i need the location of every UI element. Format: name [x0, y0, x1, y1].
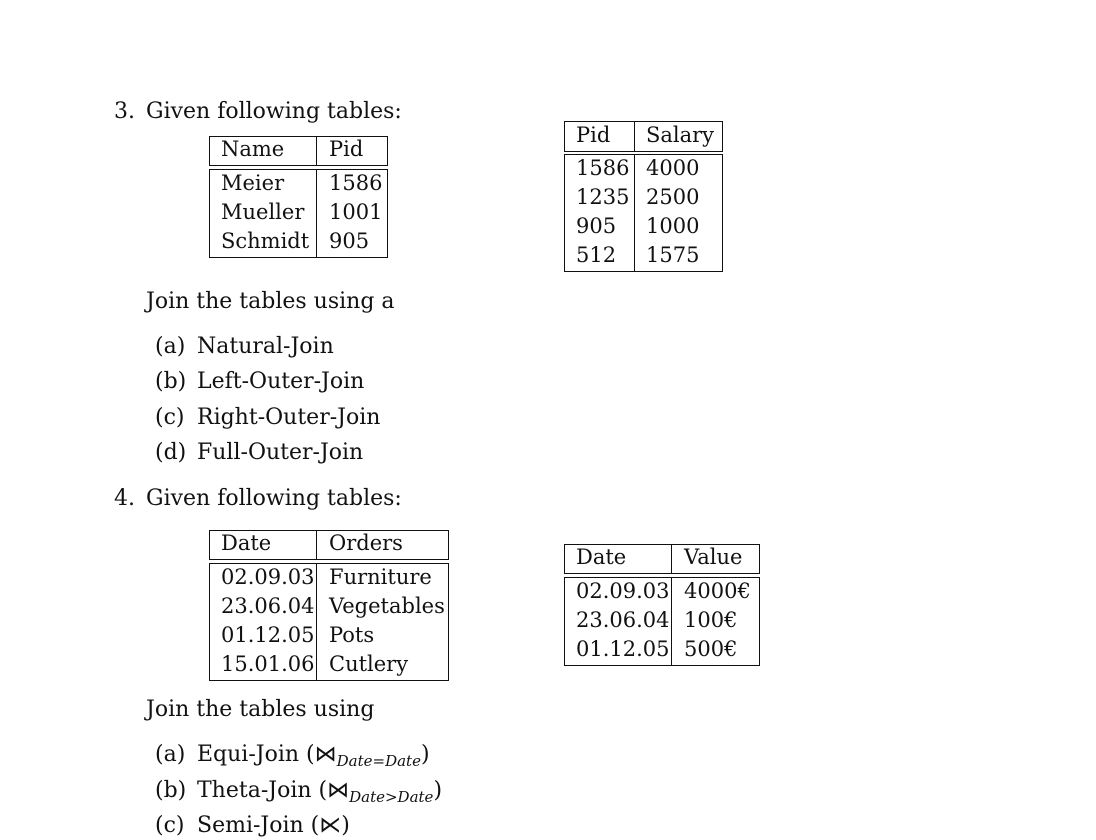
column-header: Pid [329, 137, 364, 161]
problem-3-heading: Given following tables: [146, 99, 402, 124]
item-label: (b) [155, 369, 187, 394]
table-cell: 02.09.03 [221, 565, 315, 589]
problem-4-instruction: Join the tables using [146, 697, 375, 722]
list-item [155, 336, 334, 358]
column-divider [671, 577, 672, 666]
table-cell: 23.06.04 [576, 608, 670, 632]
list-item [155, 442, 363, 464]
column-header: Date [221, 531, 272, 555]
item-text: Semi-Join ( [197, 813, 320, 838]
column-divider [316, 169, 317, 258]
table-cell: 512 [576, 243, 617, 267]
column-header: Salary [646, 123, 715, 147]
column-divider [634, 154, 635, 272]
close-paren: ) [420, 742, 430, 767]
problem-4-heading: Given following tables: [146, 486, 402, 511]
list-item [155, 744, 430, 769]
item-label: (c) [155, 405, 185, 430]
table-cell: 23.06.04 [221, 594, 315, 618]
table-cell: 1586 [329, 171, 383, 195]
item-label: (a) [155, 742, 186, 767]
join-condition: Date=Date [336, 752, 421, 770]
problem-4-number: 4. [114, 486, 135, 511]
table-cell: 01.12.05 [576, 637, 670, 661]
table-cell: Meier [221, 171, 285, 195]
table-cell: Furniture [329, 565, 432, 589]
table-cell: 2500 [646, 185, 700, 209]
table-cell: Schmidt [221, 229, 310, 253]
item-label: (c) [155, 813, 185, 838]
table-cell: Pots [329, 623, 375, 647]
item-text: Equi-Join ( [197, 742, 315, 767]
table-cell: 1586 [576, 156, 630, 180]
close-paren: ) [341, 813, 350, 838]
item-label: (b) [155, 778, 187, 803]
column-divider [316, 136, 317, 166]
table-cell: 1001 [329, 200, 383, 224]
table-cell: 500€ [684, 637, 738, 661]
list-item [155, 780, 442, 805]
list-item [155, 815, 350, 837]
table-cell: 15.01.06 [221, 652, 315, 676]
problem-3-instruction: Join the tables using a [146, 289, 395, 314]
list-item [155, 371, 364, 393]
column-divider [671, 544, 672, 574]
item-label: (a) [155, 334, 186, 359]
join-condition: Date>Date [349, 788, 434, 806]
join-symbol: ⋉ [319, 813, 342, 838]
table-cell: 100€ [684, 608, 738, 632]
table-cell: Cutlery [329, 652, 409, 676]
table-cell: 02.09.03 [576, 579, 670, 603]
table-cell: Mueller [221, 200, 305, 224]
column-divider [316, 530, 317, 560]
join-symbol: ⋈ [327, 778, 350, 803]
close-paren: ) [433, 778, 443, 803]
table-cell: 4000 [646, 156, 700, 180]
list-item [155, 407, 380, 429]
table-cell: 01.12.05 [221, 623, 315, 647]
join-symbol: ⋈ [314, 742, 337, 767]
table-cell: 4000€ [684, 579, 751, 603]
column-header: Pid [576, 123, 611, 147]
item-text: Natural-Join [197, 334, 334, 359]
table-cell: 1575 [646, 243, 700, 267]
table-cell: 1235 [576, 185, 630, 209]
table-cell: Vegetables [329, 594, 445, 618]
column-header: Date [576, 545, 627, 569]
item-text: Full-Outer-Join [197, 440, 364, 465]
problem-3-number: 3. [114, 99, 135, 124]
item-text: Theta-Join ( [197, 778, 328, 803]
column-header: Name [221, 137, 285, 161]
column-divider [316, 563, 317, 681]
column-header: Value [684, 545, 743, 569]
table-cell: 905 [576, 214, 617, 238]
table-cell: 905 [329, 229, 370, 253]
item-text: Left-Outer-Join [197, 369, 365, 394]
table-cell: 1000 [646, 214, 700, 238]
column-divider [634, 121, 635, 152]
item-label: (d) [155, 440, 187, 465]
column-header: Orders [329, 531, 403, 555]
item-text: Right-Outer-Join [197, 405, 381, 430]
